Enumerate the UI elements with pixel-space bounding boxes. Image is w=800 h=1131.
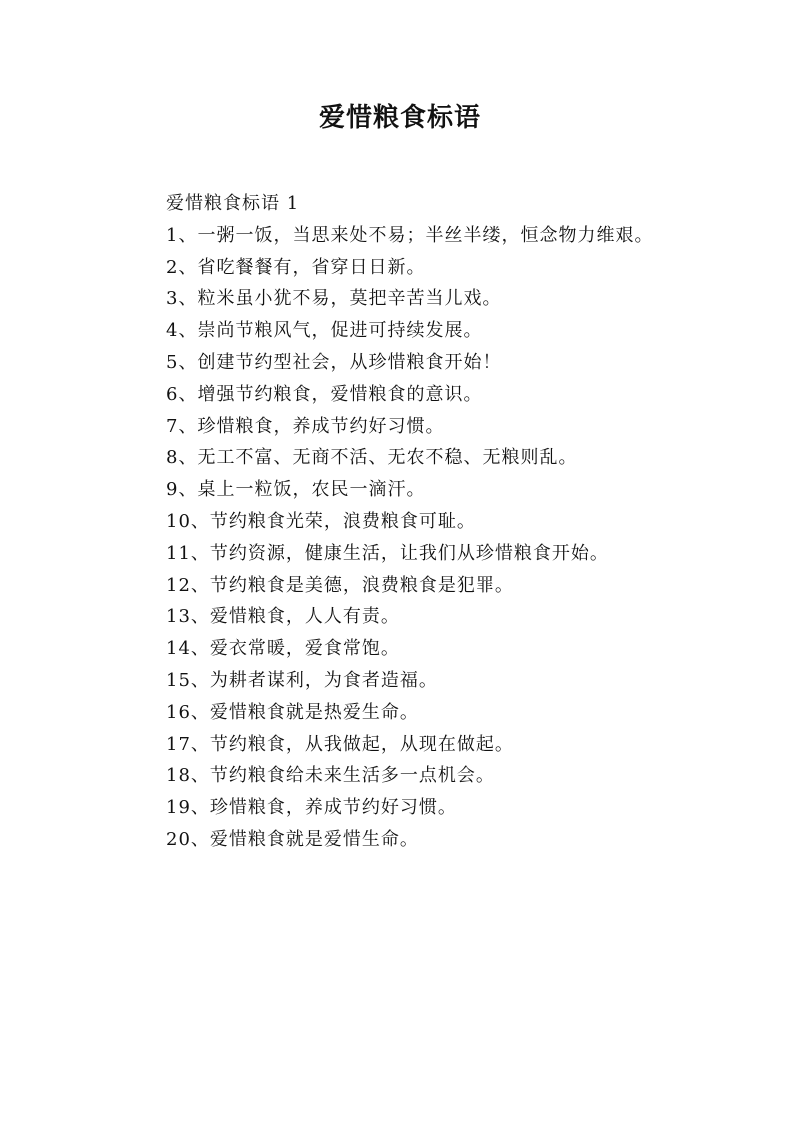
slogan-item-11: 11、节约资源，健康生活，让我们从珍惜粮食开始。	[166, 542, 609, 564]
slogan-item-16: 16、爱惜粮食就是热爱生命。	[166, 701, 419, 723]
slogan-item-17: 17、节约粮食，从我做起，从现在做起。	[166, 733, 514, 755]
slogan-item-12: 12、节约粮食是美德，浪费粮食是犯罪。	[166, 574, 514, 596]
section-heading: 爱惜粮食标语 1	[166, 193, 300, 214]
slogan-item-18: 18、节约粮食给未来生活多一点机会。	[166, 765, 495, 787]
slogan-item-14: 14、爱衣常暖，爱食常饱。	[166, 638, 400, 660]
slogan-item-5: 5、创建节约型社会，从珍惜粮食开始！	[166, 351, 502, 373]
slogan-item-19: 19、珍惜粮食，养成节约好习惯。	[166, 797, 457, 819]
document-body	[122, 188, 682, 856]
slogan-item-6: 6、增强节约粮食，爱惜粮食的意识。	[166, 383, 483, 405]
slogan-item-10: 10、节约粮食光荣，浪费粮食可耻。	[166, 510, 476, 532]
slogan-item-4: 4、崇尚节粮风气，促进可持续发展。	[166, 320, 483, 342]
slogan-item-7: 7、珍惜粮食，养成节约好习惯。	[166, 415, 445, 437]
slogan-item-15: 15、为耕者谋利，为食者造福。	[166, 669, 438, 691]
slogan-item-20: 20、爱惜粮食就是爱惜生命。	[166, 828, 419, 850]
slogan-item-1: 1、一粥一饭，当思来处不易；半丝半缕，恒念物力维艰。	[166, 224, 654, 246]
slogan-item-3: 3、粒米虽小犹不易，莫把辛苦当儿戏。	[166, 288, 502, 310]
slogan-item-2: 2、省吃餐餐有，省穿日日新。	[166, 256, 426, 278]
document-title: 爱惜粮食标语	[318, 103, 481, 133]
slogan-item-8: 8、无工不富、无商不活、无农不稳、无粮则乱。	[166, 447, 578, 469]
slogan-item-13: 13、爱惜粮食，人人有责。	[166, 606, 400, 628]
slogan-item-9: 9、桌上一粒饭，农民一滴汗。	[166, 479, 426, 501]
